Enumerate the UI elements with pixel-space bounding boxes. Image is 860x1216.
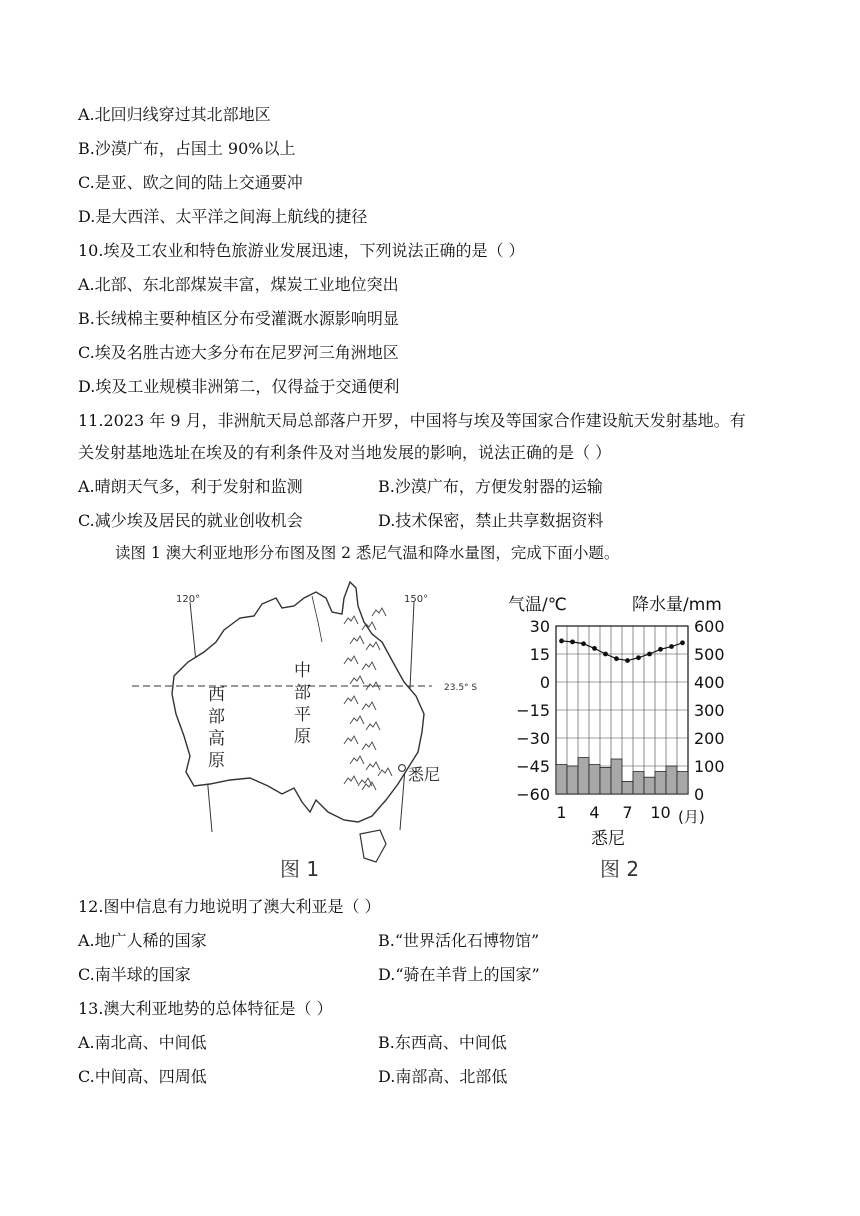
central-plain-char: 部	[294, 683, 311, 703]
precipitation-bar	[567, 766, 578, 794]
temperature-point	[647, 652, 652, 657]
sydney-label: 悉尼	[408, 765, 441, 784]
left-tick-label: 15	[529, 645, 550, 664]
precipitation-bar	[556, 765, 567, 794]
x-tick-label: 4	[589, 803, 600, 822]
q11-option-c: C.减少埃及居民的就业创收机会	[78, 511, 303, 530]
right-tick-label: 100	[694, 757, 725, 776]
right-axis-title: 降水量/mm	[632, 595, 722, 615]
precipitation-bar	[600, 767, 611, 794]
temperature-point	[603, 652, 608, 657]
temperature-point	[592, 646, 597, 651]
q9-option-b: B.沙漠广布，占国土 90%以上	[78, 139, 296, 158]
precipitation-bar	[666, 766, 677, 794]
q10-option-d: D.埃及工业规模非洲第二，仅得益于交通便利	[78, 377, 400, 396]
precipitation-bar	[589, 765, 600, 794]
temperature-point	[581, 641, 586, 646]
q13-stem: 13.澳大利亚地势的总体特征是（ ）	[78, 999, 333, 1018]
temperature-point	[669, 644, 674, 649]
q13-option-c: C.中间高、四周低	[78, 1067, 207, 1086]
q10-option-b: B.长绒棉主要种植区分布受灌溉水源影响明显	[78, 309, 399, 328]
q11-option-a: A.晴朗天气多，利于发射和监测	[78, 477, 303, 496]
q12-option-c: C.南半球的国家	[78, 965, 191, 984]
lon1-label: 120°	[176, 594, 201, 605]
right-tick-label: 0	[694, 785, 705, 804]
right-tick-label: 600	[694, 617, 725, 636]
central-plain-char: 中	[294, 661, 311, 681]
x-unit-label: (月)	[678, 808, 705, 826]
right-tick-label: 500	[694, 645, 725, 664]
central-plain-char: 原	[294, 727, 311, 747]
central-plain-char: 平	[294, 705, 311, 725]
q12-option-a: A.地广人稀的国家	[78, 931, 207, 950]
tropic-label: 23.5° S	[444, 683, 478, 693]
precipitation-bar	[655, 772, 666, 794]
west-plateau-char: 高	[208, 729, 225, 749]
temperature-point	[658, 647, 663, 652]
q13-option-b: B.东西高、中间低	[378, 1033, 507, 1052]
west-plateau-char: 西	[208, 685, 225, 705]
q11-stem-line2: 关发射基地选址在埃及的有利条件及对当地发展的影响，说法正确的是（ ）	[78, 443, 612, 462]
q12-stem: 12.图中信息有力地说明了澳大利亚是（ ）	[78, 897, 381, 916]
left-tick-label: −30	[516, 729, 550, 748]
tasmania-outline	[360, 830, 386, 862]
fig1-caption: 图 1	[280, 857, 320, 881]
q10-option-a: A.北部、东北部煤炭丰富，煤炭工业地位突出	[78, 275, 399, 294]
x-tick-labels	[556, 803, 670, 822]
q9-option-a: A.北回归线穿过其北部地区	[78, 105, 271, 124]
q9-option-c: C.是亚、欧之间的陆上交通要冲	[78, 173, 303, 192]
left-tick-labels	[516, 617, 550, 804]
mountain-symbol	[372, 608, 386, 616]
q12-option-d: D.“骑在羊背上的国家”	[378, 965, 540, 984]
temperature-point	[570, 639, 575, 644]
left-tick-label: −60	[516, 785, 550, 804]
temperature-point	[614, 656, 619, 661]
precipitation-bar	[633, 772, 644, 794]
precipitation-bar	[677, 772, 688, 794]
q12-option-b: B.“世界活化石博物馆”	[378, 931, 540, 950]
right-tick-labels	[694, 617, 725, 804]
q11-option-b: B.沙漠广布，方便发射器的运输	[378, 477, 603, 496]
temperature-point	[559, 639, 564, 644]
left-tick-label: −15	[516, 701, 550, 720]
sydney-climate-chart	[498, 572, 730, 884]
right-tick-label: 400	[694, 673, 725, 692]
west-plateau-char: 部	[208, 707, 225, 727]
precipitation-bar	[611, 759, 622, 794]
sydney-marker	[399, 765, 406, 772]
q13-option-d: D.南部高、北部低	[378, 1067, 508, 1086]
fig2-caption: 图 2	[600, 857, 640, 881]
q11-option-d: D.技术保密，禁止共享数据资料	[378, 511, 604, 530]
x-tick-label: 10	[650, 803, 671, 822]
sydney-city-label: 悉尼	[591, 829, 625, 849]
lon2-label: 150°	[404, 594, 429, 605]
precipitation-bar	[578, 758, 589, 794]
q9-option-d: D.是大西洋、太平洋之间海上航线的捷径	[78, 207, 368, 226]
left-axis-title: 气温/℃	[508, 595, 567, 615]
x-tick-label: 7	[622, 803, 633, 822]
precipitation-bar	[644, 777, 655, 794]
q11-stem-line1: 11.2023 年 9 月，非洲航天局总部落户开罗，中国将与埃及等国家合作建设航天发射基地。有	[78, 411, 746, 430]
australia-terrain-map	[132, 572, 492, 884]
left-tick-label: −45	[516, 757, 550, 776]
right-tick-label: 200	[694, 729, 725, 748]
left-tick-label: 30	[529, 617, 550, 636]
temperature-point	[636, 655, 641, 660]
west-plateau-char: 原	[208, 751, 225, 771]
x-tick-label: 1	[556, 803, 567, 822]
right-tick-label: 300	[694, 701, 725, 720]
temperature-point	[680, 640, 685, 645]
precipitation-bar	[622, 781, 633, 794]
figure-intro: 读图 1 澳大利亚地形分布图及图 2 悉尼气温和降水量图，完成下面小题。	[115, 544, 620, 562]
left-tick-label: 0	[539, 673, 550, 692]
temperature-point	[625, 658, 630, 663]
q13-option-a: A.南北高、中间低	[78, 1033, 207, 1052]
q10-stem: 10.埃及工农业和特色旅游业发展迅速，下列说法正确的是（ ）	[78, 241, 525, 260]
q10-option-c: C.埃及名胜古迹大多分布在尼罗河三角洲地区	[78, 343, 399, 362]
